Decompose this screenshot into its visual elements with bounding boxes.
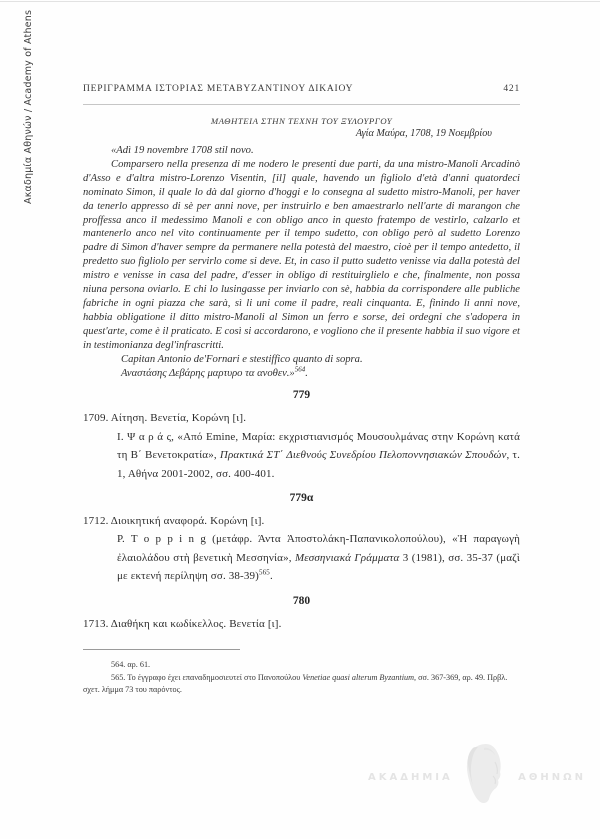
footnote-565-pages: , σσ. 367-369, αρ. 49. Πρβλ. σχετ. λήμμα 73 του παρόντος. [83,672,508,695]
entry-1709-title: Αίτηση. Βενετία, Κορώνη [ι]. [108,412,247,425]
document-dateline: Αγία Μαύρα, 1708, 19 Νοεμβρίου [355,128,492,139]
stamp-text-right: ΑΘΗΝΩΝ [518,771,586,783]
entry-1712-ref-period: . [269,570,273,583]
entry-1712-reference [83,530,520,585]
footnote-ref-565: 565 [258,568,270,577]
athena-head-icon [459,742,511,806]
entry-1712-headline [83,512,520,530]
running-head-title: ΠΕΡΙΓΡΑΜΜΑ ΙΣΤΟΡΙΑΣ ΜΕΤΑΒΥΖΑΝΤΙΝΟΥ ΔΙΚΑΙΟΥ [83,84,354,94]
entry-1709-ref-text: Ι. Ψ α ρ ά ς, «Από Emine, Μαρία: εκχριστιανισμός Μουσουλμάνας στην Κορώνη κατά τη Β΄ Βενετοκρατία», [117,430,520,462]
footnote-564-text: αρ. 61. [125,660,151,670]
catalog-entry-1709 [83,409,520,483]
entry-1709-headline [83,409,520,427]
entry-1713-number: 1713. [83,617,109,630]
footnote-separator [83,649,240,650]
footnote-565-book-title: Venetiae quasi alterum Byzantium [302,672,414,682]
catalog-entry-1713 [83,615,520,633]
text-column [83,116,520,697]
section-number-779a: 779α [289,492,314,505]
header-rule [83,104,520,105]
act-signature-2-period: . [305,367,308,379]
entry-1712-ref-journal: Μεσσηνιακά Γράμματα [294,551,400,564]
footnote-565-text: Το έγγραφο έχει επαναδημοσιευτεί στο Πανοπούλου [125,672,303,682]
section-number-779: 779 [292,389,311,402]
library-watermark-vertical: Ακαδημία Αθηνών / Academy of Athens [23,9,34,204]
footnote-564-label: 564. [111,660,126,670]
academy-stamp-watermark [368,742,586,812]
entry-1709-number: 1709. [83,412,109,425]
running-head [83,84,520,94]
act-signature-2-text: Αναστάσης Δεβάρης μαρτυρο τα ανοθεν.» [121,367,295,379]
footnotes [83,659,520,697]
act-signature-1: Capitan Antonio de'Fornari e stestiffico quanto di sopra. [121,353,363,365]
entry-1709-ref-journal: Πρακτικά ΣΤ΄ Διεθνούς Συνεδρίου Πελοποννησιακών Σπουδών [219,449,507,462]
entry-1712-number: 1712. [83,515,109,528]
catalog-entry-1712 [83,512,520,586]
footnote-ref-564: 564 [294,364,306,373]
entry-1709-reference [83,428,520,483]
page-number: 421 [503,84,520,94]
footnote-564 [83,659,520,672]
stamp-text-left: ΑΚΑΔΗΜΙΑ [368,771,453,783]
entry-1712-ref-text: P. T o p p i n g (μετάφρ. Άντα Ἀποστολάκη-Παπανικολοπούλου), «Ἡ παραγωγὴ ἐλαιολάδου στὴ βενετικὴ Μεσσηνία», [117,533,520,564]
entry-1709-ref-pages: , τ. 1, Αθήνα 2001-2002, σσ. 400-401. [117,449,520,480]
footnote-565 [83,672,520,697]
scan-edge [0,1,600,2]
act-transcription [83,144,520,380]
entry-1712-ref-pages: 3 (1981), σσ. 35-37 (μαζὶ με εκτενή περίληψη σσ. 38-39) [117,551,520,583]
section-number-780: 780 [292,594,311,607]
entry-1713-headline [83,615,520,633]
entry-1713-title: Διαθήκη και κωδίκελλος. Βενετία [ι]. [108,617,282,630]
act-opening-line: «Adì 19 novembre 1708 stil novo. [111,145,254,156]
footnote-565-label: 565. [111,672,126,682]
document-title: ΜΑΘΗΤΕΙΑ ΣΤΗΝ ΤΕΧΝΗ ΤΟΥ ΞΥΛΟΥΡΓΟΥ [210,116,393,126]
act-signature-2 [83,364,520,381]
entry-1712-title: Διοικητική αναφορά. Κορώνη [ι]. [108,515,265,528]
act-body: Comparsero nella presenza di me nodero le presenti due parti, da una mistro-Manoli Arcadinò d'Asso e d'altra mistro-Lorenzo Visentin, [il] quale, havendo un figliolo d'età d'anni quatordeci nominato Simon, il quale lo dà dal giorno d'hoggi e lo consegna al sudetto mistro-Manoli, per haver da tenerlo appresso di sè per anni nove, per instruirlo e ben amaestrarlo nell'arte di marangon che proffessa anco il medessimo Manoli e con obligo anco in questo fratempo de vestirlo, calzarlo et mantenerlo anco nel vito continuamente per il tempo sudetto, con obligo però al sudetto Lorenzo padre di Simon d'haver sempre da permanere nella potestà del maestro, cioè per il tempo antedetto, il predetto suo figliolo per servirlo come si deve. Et, in caso il putto sudetto venisse via dalla potestà del mistro e venisse in casa del padre, d'esser in obligo di restituirglielo e che, finalmente, non possa niuna persona oviarlo. E chi lo lusingasse per inviarlo con sè, habbia da corrispondere alle publiche fabriche in ogni piazza che sarà, sì li uni come il padre, reali cinquanta. E, finindo li anni nove, habbia obligatione il ditto mistro-Manoli al Simon un ferro e sorse, dei ordegni che s'adopera in quest'arte, come è il praticato. E così si accordarono, e vogliono che il presente habbia il suo vigore et in testimonianza degl'infrascritti. [83,158,520,351]
